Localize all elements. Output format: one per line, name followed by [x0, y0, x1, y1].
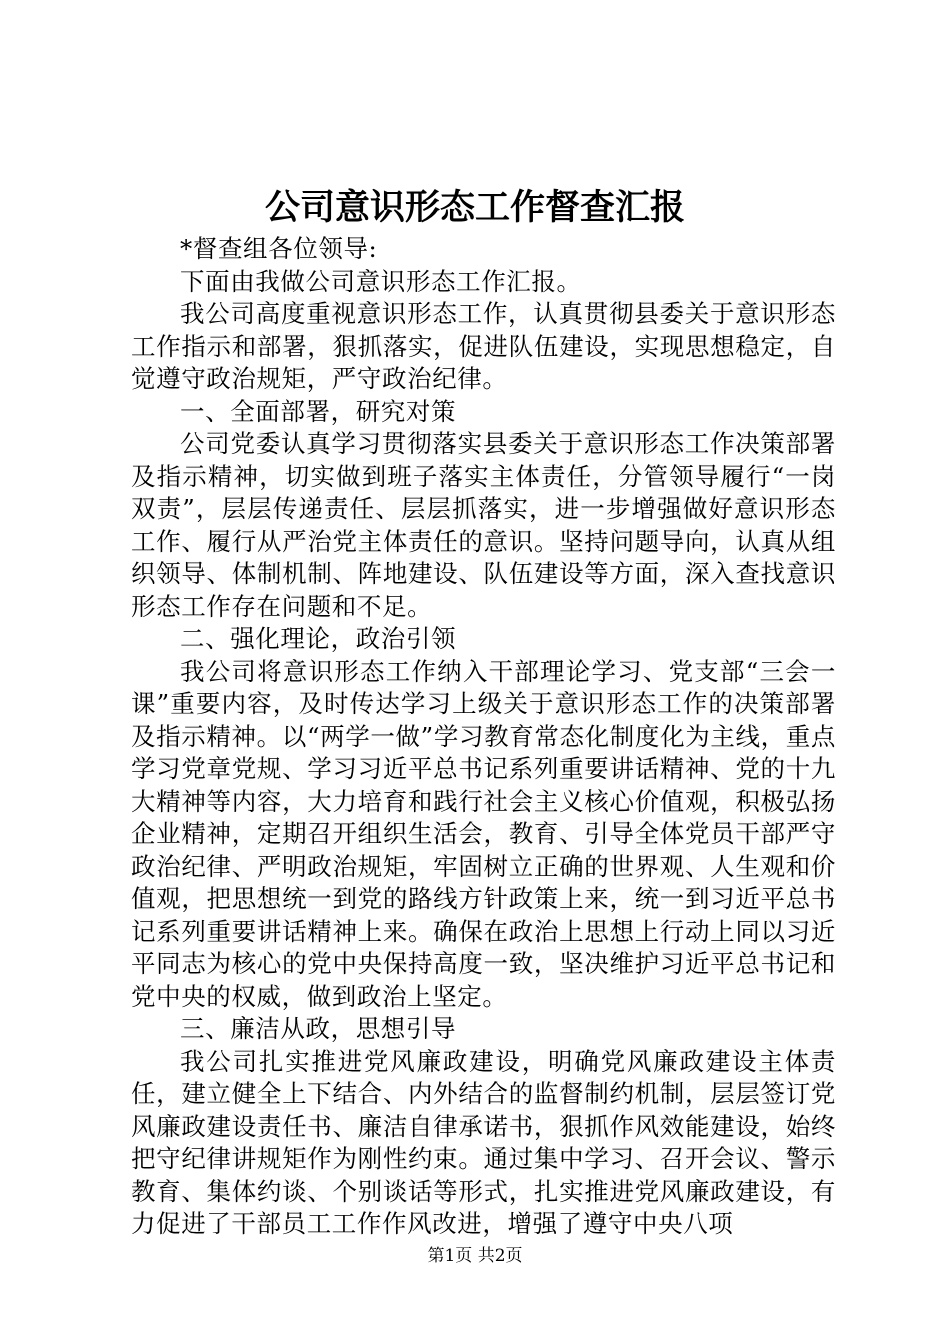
document-body — [131, 233, 836, 1241]
page-number-footer: 第1页 共2页 — [427, 1246, 523, 1266]
paragraph-section-3: 我公司扎实推进党风廉政建设，明确党风廉政建设主体责任，建立健全上下结合、内外结合的监督制约机制，层层签订党风廉政建设责任书、廉洁自律承诺书，狠抓作风效能建设，始终把守纪律讲规矩作为刚性约束。通过集中学习、召开会议、警示教育、集体约谈、个别谈话等形式，扎实推进党风廉政建设，有力促进了干部员工工作作风改进，增强了遵守中央八项 — [131, 1046, 836, 1238]
document-title: 公司意识形态工作督查汇报 — [264, 187, 685, 228]
salutation: *督查组各位领导: — [180, 234, 378, 263]
section-heading-1: 一、全面部署，研究对策 — [180, 396, 457, 426]
section-heading-3: 三、廉洁从政，思想引导 — [180, 1014, 457, 1043]
paragraph-section-2: 我公司将意识形态工作纳入干部理论学习、党支部“三会一课”重要内容，及时传达学习上级关于意识形态工作的决策部署及指示精神。以“两学一做”学习教育常态化制度化为主线，重点学习党章党规、学习习近平总书记系列重要讲话精神、党的十九大精神等内容，大力培育和践行社会主义核心价值观，积极弘扬企业精神，定期召开组织生活会，教育、引导全体党员干部严守政治纪律、严明政治规矩，牢固树立正确的世界观、人生观和价值观，把思想统一到党的路线方针政策上来，统一到习近平总书记系列重要讲话精神上来。确保在政治上思想上行动上同以习近平同志为核心的党中央保持高度一致，坚决维护习近平总书记和党中央的权威，做到政治上坚定。 — [131, 656, 836, 1011]
paragraph-intro: 下面由我做公司意识形态工作汇报。 — [180, 266, 582, 296]
section-heading-2: 二、强化理论，政治引领 — [180, 624, 457, 653]
paragraph-section-1: 公司党委认真学习贯彻落实县委关于意识形态工作决策部署及指示精神，切实做到班子落实主体责任，分管领导履行“一岗双责”，层层传递责任、层层抓落实，进一步增强做好意识形态工作、履行从严治党主体责任的意识。坚持问题导向，认真从组织领导、体制机制、阵地建设、队伍建设等方面，深入查找意识形态工作存在问题和不足。 — [131, 429, 836, 621]
paragraph-overview: 我公司高度重视意识形态工作，认真贯彻县委关于意识形态工作指示和部署，狠抓落实，促进队伍建设，实现思想稳定，自觉遵守政治规矩，严守政治纪律。 — [131, 299, 836, 393]
